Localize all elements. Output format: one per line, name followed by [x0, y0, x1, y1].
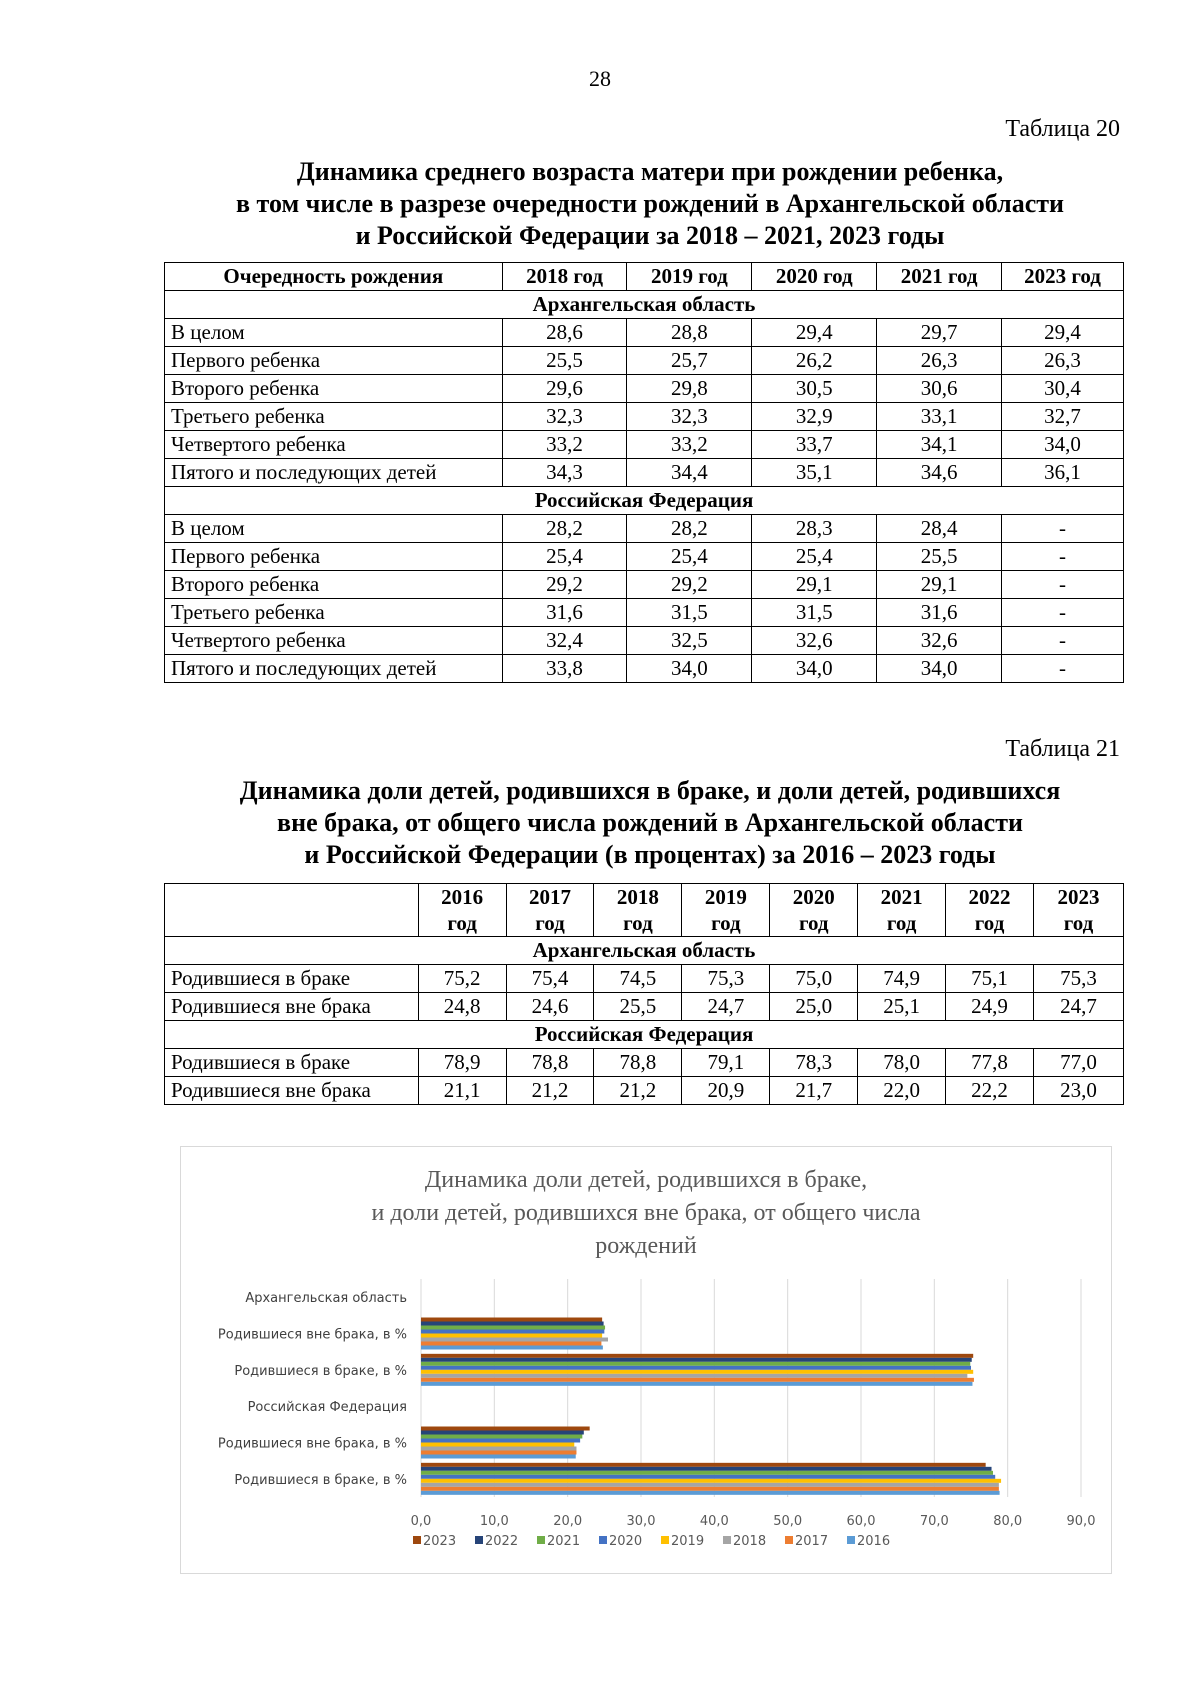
- x-tick-label: 0,0: [410, 1514, 432, 1529]
- legend-label: 2021: [547, 1534, 581, 1549]
- value-cell: 28,2: [627, 515, 752, 543]
- value-cell: 34,0: [752, 655, 877, 683]
- value-cell: 24,9: [946, 993, 1034, 1021]
- category-label: Родившиеся в браке, в %: [234, 1363, 407, 1379]
- value-cell: 75,3: [1034, 965, 1124, 993]
- header-unit: год: [711, 911, 741, 935]
- value-cell: 33,8: [502, 655, 627, 683]
- x-tick-label: 80,0: [993, 1514, 1023, 1529]
- header-year: 2019: [704, 885, 747, 909]
- column-header-year: [506, 884, 594, 937]
- value-cell: 78,9: [418, 1049, 506, 1077]
- bar-2020: [421, 1439, 580, 1443]
- table-20-title-line: Динамика среднего возраста матери при рождении ребенка,: [296, 157, 1004, 186]
- row-label: Четвертого ребенка: [165, 431, 503, 459]
- value-cell: 33,2: [627, 431, 752, 459]
- bar-2021: [421, 1362, 970, 1366]
- value-cell: 26,3: [1002, 347, 1124, 375]
- column-header-year: 2023 год: [1002, 263, 1124, 291]
- column-header-year: [594, 884, 682, 937]
- x-tick-label: 90,0: [1066, 1514, 1096, 1529]
- header-unit: год: [886, 911, 917, 935]
- value-cell: -: [1002, 599, 1124, 627]
- page-number: 28: [589, 66, 611, 91]
- bar-2017: [421, 1487, 999, 1491]
- value-cell: 32,6: [752, 627, 877, 655]
- value-cell: 34,0: [627, 655, 752, 683]
- value-cell: 29,1: [877, 571, 1002, 599]
- bar-2023: [421, 1427, 590, 1431]
- table-row: [165, 403, 1124, 431]
- bar-2021: [421, 1435, 582, 1439]
- row-label: Первого ребенка: [165, 543, 503, 571]
- bar-2021: [421, 1326, 605, 1330]
- legend-label: 2019: [671, 1534, 705, 1549]
- value-cell: 24,7: [682, 993, 770, 1021]
- value-cell: 31,5: [752, 599, 877, 627]
- value-cell: -: [1002, 627, 1124, 655]
- value-cell: 31,6: [502, 599, 627, 627]
- chart-frame: [180, 1146, 1112, 1574]
- x-tick-label: 30,0: [626, 1514, 656, 1529]
- value-cell: 77,0: [1034, 1049, 1124, 1077]
- table-row: [165, 319, 1124, 347]
- bar-2020: [421, 1366, 971, 1370]
- row-label: Пятого и последующих детей: [165, 459, 503, 487]
- value-cell: 75,1: [946, 965, 1034, 993]
- value-cell: 32,6: [877, 627, 1002, 655]
- legend-label: 2017: [795, 1534, 829, 1549]
- table-row: [165, 571, 1124, 599]
- value-cell: -: [1002, 515, 1124, 543]
- column-header-year: 2018 год: [502, 263, 627, 291]
- section-row: [165, 937, 1124, 965]
- table-row: [165, 375, 1124, 403]
- value-cell: 28,8: [627, 319, 752, 347]
- column-header-year: [858, 884, 946, 937]
- bar-2023: [421, 1318, 602, 1322]
- legend-swatch: [785, 1536, 793, 1544]
- header-year: 2016: [441, 885, 484, 909]
- value-cell: 32,4: [502, 627, 627, 655]
- value-cell: 20,9: [682, 1077, 770, 1105]
- row-label: Второго ребенка: [165, 571, 503, 599]
- section-title: Российская Федерация: [165, 1021, 1124, 1049]
- value-cell: 30,6: [877, 375, 1002, 403]
- value-cell: 78,8: [506, 1049, 594, 1077]
- value-cell: 29,6: [502, 375, 627, 403]
- x-tick-label: 20,0: [553, 1514, 583, 1529]
- value-cell: 31,5: [627, 599, 752, 627]
- value-cell: 21,1: [418, 1077, 506, 1105]
- category-label: Родившиеся вне брака, в %: [217, 1436, 407, 1452]
- table-row: [165, 347, 1124, 375]
- row-label: В целом: [165, 515, 503, 543]
- bar-2017: [421, 1342, 601, 1346]
- value-cell: 33,1: [877, 403, 1002, 431]
- bar-2022: [421, 1467, 992, 1471]
- column-header-year: 2021 год: [877, 263, 1002, 291]
- value-cell: 33,7: [752, 431, 877, 459]
- bar-2022: [421, 1431, 584, 1435]
- table-row: [165, 431, 1124, 459]
- table-row: [165, 627, 1124, 655]
- value-cell: 32,5: [627, 627, 752, 655]
- value-cell: 29,4: [1002, 319, 1124, 347]
- header-unit: год: [974, 911, 1005, 935]
- value-cell: 25,4: [502, 543, 627, 571]
- value-cell: 28,3: [752, 515, 877, 543]
- x-tick-label: 40,0: [699, 1514, 729, 1529]
- section-title: Архангельская область: [165, 291, 1124, 319]
- table-21-title: [160, 775, 1140, 871]
- value-cell: -: [1002, 571, 1124, 599]
- bar-2020: [421, 1475, 995, 1479]
- bar-2017: [421, 1378, 974, 1382]
- value-cell: 22,2: [946, 1077, 1034, 1105]
- value-cell: 34,1: [877, 431, 1002, 459]
- value-cell: 36,1: [1002, 459, 1124, 487]
- column-header-year: 2020 год: [752, 263, 877, 291]
- bar-2019: [421, 1370, 973, 1374]
- value-cell: 75,4: [506, 965, 594, 993]
- value-cell: 25,5: [877, 543, 1002, 571]
- table-row: [165, 515, 1124, 543]
- header-unit: год: [447, 911, 477, 935]
- x-tick-label: 70,0: [919, 1514, 949, 1529]
- legend-swatch: [413, 1536, 421, 1544]
- x-tick-label: 10,0: [479, 1514, 509, 1529]
- row-label: Родившиеся вне брака: [165, 1077, 419, 1105]
- header-year: 2021: [880, 885, 923, 909]
- category-label: Родившиеся в браке, в %: [234, 1472, 407, 1488]
- value-cell: 23,0: [1034, 1077, 1124, 1105]
- row-label: Родившиеся вне брака: [165, 993, 419, 1021]
- row-label: Родившиеся в браке: [165, 965, 419, 993]
- table-row: [165, 1049, 1124, 1077]
- header-unit: год: [535, 911, 565, 935]
- value-cell: 28,6: [502, 319, 627, 347]
- table-row: [165, 1077, 1124, 1105]
- value-cell: 25,5: [502, 347, 627, 375]
- value-cell: 30,5: [752, 375, 877, 403]
- value-cell: 29,4: [752, 319, 877, 347]
- column-header-year: [1034, 884, 1124, 937]
- column-header-empty: [165, 884, 419, 937]
- value-cell: 21,2: [506, 1077, 594, 1105]
- value-cell: 25,5: [594, 993, 682, 1021]
- section-row: [165, 1021, 1124, 1049]
- value-cell: 28,4: [877, 515, 1002, 543]
- table-21-header-row: [165, 884, 1124, 937]
- value-cell: 25,4: [627, 543, 752, 571]
- value-cell: 25,4: [752, 543, 877, 571]
- value-cell: 34,4: [627, 459, 752, 487]
- legend-swatch: [661, 1536, 669, 1544]
- bar-2022: [421, 1322, 604, 1326]
- value-cell: 31,6: [877, 599, 1002, 627]
- x-tick-label: 50,0: [773, 1514, 803, 1529]
- table-row: [165, 993, 1124, 1021]
- header-unit: год: [1063, 911, 1094, 935]
- legend-label: 2022: [485, 1534, 519, 1549]
- legend-swatch: [723, 1536, 731, 1544]
- table-21-title-line: Динамика доли детей, родившихся в браке, и доли детей, родившихся: [239, 776, 1061, 805]
- value-cell: 34,0: [877, 655, 1002, 683]
- section-title: Архангельская область: [165, 937, 1124, 965]
- table-20-header-row: [165, 263, 1124, 291]
- table-21-label: Таблица 21: [1005, 736, 1120, 762]
- bar-2019: [421, 1443, 574, 1447]
- row-label: Третьего ребенка: [165, 403, 503, 431]
- value-cell: 25,1: [858, 993, 946, 1021]
- column-header-year: [682, 884, 770, 937]
- value-cell: 21,7: [770, 1077, 858, 1105]
- value-cell: 25,7: [627, 347, 752, 375]
- bar-2023: [421, 1354, 973, 1358]
- table-20-label: Таблица 20: [1005, 116, 1120, 142]
- section-row: [165, 487, 1124, 515]
- category-label: Российская Федерация: [247, 1400, 407, 1416]
- value-cell: 25,0: [770, 993, 858, 1021]
- value-cell: 78,8: [594, 1049, 682, 1077]
- value-cell: 29,2: [627, 571, 752, 599]
- column-header-order: Очередность рождения: [165, 263, 503, 291]
- column-header-year: 2019 год: [627, 263, 752, 291]
- category-label: Архангельская область: [245, 1291, 407, 1307]
- value-cell: 24,6: [506, 993, 594, 1021]
- bar-2019: [421, 1334, 602, 1338]
- value-cell: -: [1002, 543, 1124, 571]
- bar-2016: [421, 1491, 1000, 1495]
- legend-swatch: [599, 1536, 607, 1544]
- bar-2016: [421, 1382, 972, 1386]
- value-cell: 29,7: [877, 319, 1002, 347]
- value-cell: 33,2: [502, 431, 627, 459]
- value-cell: 75,0: [770, 965, 858, 993]
- table-row: [165, 655, 1124, 683]
- value-cell: 77,8: [946, 1049, 1034, 1077]
- table-20-title: [160, 156, 1140, 252]
- category-label: Родившиеся вне брака, в %: [217, 1327, 407, 1343]
- legend-label: 2023: [423, 1534, 457, 1549]
- row-label: Третьего ребенка: [165, 599, 503, 627]
- table-20-title-line: в том числе в разрезе очередности рождений в Архангельской области: [236, 189, 1064, 218]
- value-cell: -: [1002, 655, 1124, 683]
- table-row: [165, 543, 1124, 571]
- value-cell: 26,3: [877, 347, 1002, 375]
- row-label: Пятого и последующих детей: [165, 655, 503, 683]
- table-21-title-line: вне брака, от общего числа рождений в Архангельской области: [277, 808, 1023, 837]
- x-tick-label: 60,0: [846, 1514, 876, 1529]
- table-20: [164, 262, 1124, 683]
- row-label: В целом: [165, 319, 503, 347]
- legend-swatch: [847, 1536, 855, 1544]
- bar-2022: [421, 1358, 972, 1362]
- value-cell: 24,8: [418, 993, 506, 1021]
- bar-2016: [421, 1346, 603, 1350]
- table-21: [164, 883, 1124, 1105]
- section-row: [165, 291, 1124, 319]
- header-year: 2020: [792, 885, 835, 909]
- table-row: [165, 965, 1124, 993]
- header-year: 2023: [1057, 885, 1100, 909]
- bar-chart: [181, 1147, 1111, 1573]
- row-label: Четвертого ребенка: [165, 627, 503, 655]
- bar-2020: [421, 1330, 604, 1334]
- value-cell: 34,6: [877, 459, 1002, 487]
- value-cell: 32,3: [627, 403, 752, 431]
- value-cell: 74,9: [858, 965, 946, 993]
- value-cell: 78,0: [858, 1049, 946, 1077]
- header-year: 2022: [968, 885, 1011, 909]
- table-21-title-line: и Российской Федерации (в процентах) за 2016 – 2023 годы: [304, 840, 996, 869]
- chart-title-line: Динамика доли детей, родившихся в браке,: [424, 1167, 868, 1193]
- table-row: [165, 599, 1124, 627]
- bar-2023: [421, 1463, 986, 1467]
- header-year: 2017: [529, 885, 572, 909]
- bar-2021: [421, 1471, 993, 1475]
- value-cell: 79,1: [682, 1049, 770, 1077]
- chart-title-line: рождений: [595, 1233, 697, 1259]
- section-title: Российская Федерация: [165, 487, 1124, 515]
- value-cell: 34,0: [1002, 431, 1124, 459]
- legend-swatch: [475, 1536, 483, 1544]
- row-label: Первого ребенка: [165, 347, 503, 375]
- header-unit: год: [798, 911, 829, 935]
- value-cell: 34,3: [502, 459, 627, 487]
- row-label: Родившиеся в браке: [165, 1049, 419, 1077]
- value-cell: 32,7: [1002, 403, 1124, 431]
- header-year: 2018: [616, 885, 659, 909]
- bar-2018: [421, 1374, 967, 1378]
- bar-2018: [421, 1338, 608, 1342]
- value-cell: 78,3: [770, 1049, 858, 1077]
- legend-label: 2016: [857, 1534, 891, 1549]
- column-header-year: [946, 884, 1034, 937]
- header-unit: год: [623, 911, 653, 935]
- bar-2018: [421, 1447, 576, 1451]
- bar-2018: [421, 1483, 999, 1487]
- value-cell: 29,2: [502, 571, 627, 599]
- value-cell: 32,9: [752, 403, 877, 431]
- value-cell: 29,1: [752, 571, 877, 599]
- column-header-year: [770, 884, 858, 937]
- value-cell: 75,2: [418, 965, 506, 993]
- table-row: [165, 459, 1124, 487]
- bar-2017: [421, 1451, 576, 1455]
- value-cell: 30,4: [1002, 375, 1124, 403]
- legend-label: 2018: [733, 1534, 767, 1549]
- value-cell: 35,1: [752, 459, 877, 487]
- bar-2019: [421, 1479, 1001, 1483]
- value-cell: 32,3: [502, 403, 627, 431]
- legend-label: 2020: [609, 1534, 643, 1549]
- table-20-title-line: и Российской Федерации за 2018 – 2021, 2023 годы: [355, 221, 945, 250]
- value-cell: 21,2: [594, 1077, 682, 1105]
- chart-title-line: и доли детей, родившихся вне брака, от общего числа: [371, 1200, 921, 1226]
- value-cell: 22,0: [858, 1077, 946, 1105]
- column-header-year: [418, 884, 506, 937]
- value-cell: 26,2: [752, 347, 877, 375]
- value-cell: 29,8: [627, 375, 752, 403]
- legend-swatch: [537, 1536, 545, 1544]
- bar-2016: [421, 1455, 576, 1459]
- value-cell: 28,2: [502, 515, 627, 543]
- value-cell: 75,3: [682, 965, 770, 993]
- value-cell: 74,5: [594, 965, 682, 993]
- value-cell: 24,7: [1034, 993, 1124, 1021]
- row-label: Второго ребенка: [165, 375, 503, 403]
